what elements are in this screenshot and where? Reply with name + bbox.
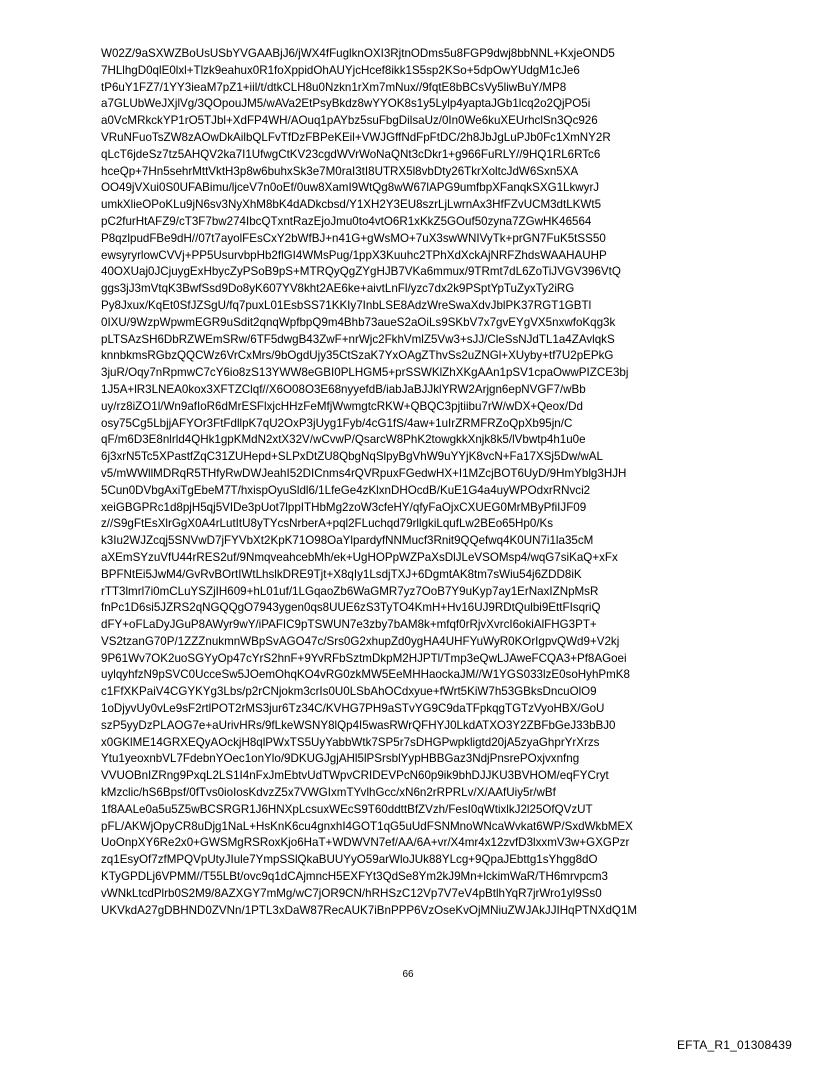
text-line: qF/m6D3E8nlrld4QHk1gpKMdN2xtX32V/wCvwP/QsarcW8PhK2towgkkXnjk8k5/lVbwtp4h1u0e — [101, 433, 586, 447]
text-line: osy75Cg5LbjjAFYOr3FtFdllpK7qU2OxP3jUyg1Fyb/4cG1fS/4aw+1uIrZRMFRZoQpXb95jn/C — [101, 416, 573, 430]
text-line: hceQp+7Hn5sehrMttVktH3p8w6buhxSk3e7M0raI3tI8UTRX5l8vbDty26TkrXoltcJdW6Sxn5XA — [101, 164, 579, 178]
text-line: aXEmSYzuVfU44rRES2uf/9NmqveahcebMh/ek+UgHOPpWZPaXsDlJLeVSOMsp4/wqG7siKaQ+xFx — [101, 550, 618, 564]
text-line: tP6uY1FZ7/1YY3ieaM7pZ1+iil/t/dtkCLH8u0Nzkn1rXm7mNux//9fqtE8bBCsVy5liwBuY/MP8 — [101, 80, 567, 94]
text-line: uylqyhfzN9pSVC0UcceSw5JOemOhqKO4vRG0zkMW5EeMHHaockaJM//W1YGS033lzE0soHyhPmK8 — [101, 668, 630, 682]
text-line: x0GKlME14GRXEQyAOckjH8qlPWxTS5UyYabbWtk7SP5r7sDHGPwpkligtd20jA5zyaGhprYrXrzs — [101, 735, 600, 749]
text-line: 3juR/Oqy7nRpmwC7cY6io8zS13YWW8eGBI0PLHGM5+prSSWKlZhXKgAAn1pSV1cpaOwwPIZCE3bj — [101, 366, 629, 380]
text-line: OO49jVXui0S0UFABimu/ljceV7n0oEf/0uw8XamI9WtQg8wW67lAPG9umfbpXFanqkSXG1LkwyrJ — [101, 181, 600, 195]
text-line: 6j3xrN5Tc5XPastfZqC31ZUHepd+SLPxDtZU8QbgNqSlpyBgVhW9uYYjK8vcN+Fa17XSj5Dw/wAL — [101, 450, 603, 464]
text-line: knnbkmsRGbzQQCWz6VrCxMrs/9bOgdUjy35CtSzaK7YxOAgZThvSs2uZNGl+XUyby+tf7U2pEPkG — [101, 349, 614, 363]
text-line: UoOnpXY6Re2x0+GWSMgRSRoxKjo6HaT+WDWVN7ef/AA/6A+vr/X4mr4x12zvfD3lxxmV3w+GXGPzr — [101, 836, 630, 850]
text-line: uy/rz8iZO1l/Wn9afIoR6dMrESFlxjcHHzFeMfjWwmgtcRKW+QBQC3pjtiibu7rW/wDX+Qeox/Dd — [101, 399, 583, 413]
text-line: Py8Jxux/KqEt0SfJZSgU/fq7puxL01EsbSS71KKIy7InbLSE8AdzWreSwaXdvJblPK37RGT1GBTl — [101, 298, 592, 312]
text-line: a0VcMRkckYP1rO5TJbl+XdFP4WH/AOuq1pAYbz5suFbgDilsaUz/0In0We6kuXEUrhclSn3Qc926 — [101, 114, 598, 128]
page-number: 66 — [402, 969, 414, 980]
text-line: VRuNFuoTsZW8zAOwDkAilbQLFvTfDzFBPeKEil+VWJGffNdFpFtDC/2h8JbJgLuPJb0Fc1XmNY2R — [101, 130, 611, 144]
text-line: BPFNtEi5JwM4/GvRvBOrtIWtLhslkDRE9Tjt+X8qIy1LsdjTXJ+6DgmtAK8tm7sWiu54j6ZDD8iK — [101, 567, 582, 581]
text-line: 0IXU/9WzpWpwmEGR9uSdit2qnqWpfbpQ9m4Bhb73aueS2aOiLs9SKbV7x7gvEYgVX5nxwfoKqg3k — [101, 315, 616, 329]
text-line: 9P61Wv7OK2uoSGYyOp47cYrS2hnF+9YvRFbSztmDkpM2HJPTl/Tmp3eQwLJAweFCQA3+Pf8AGoei — [101, 651, 627, 665]
text-line: W02Z/9aSXWZBoUsUSbYVGAABjJ6/jWX4fFuglknOXI3RjtnODms5u8FGP9dwj8bbNNL+KxjeOND5 — [101, 47, 615, 60]
text-line: 7HLlhgD0qlE0lxl+Tlzk9eahux0R1foXppidOhAUYjcHcef8ikk1S5sp2KSo+5dpOwYUdgM1cJe6 — [101, 63, 580, 77]
text-line: szP5yyDzPLAOG7e+aUrivHRs/9fLkeWSNY8lQp4I5wasRWrQFHYJ0LkdATXO3Y2ZBFbGeJ33bBJ0 — [101, 718, 616, 732]
text-line: 1J5A+lR3LNEA0kox3XFTZClqf//X6O08O3E68nyyefdB/iabJaBJJklYRW2Arjgn6epNVGF7/wBb — [101, 382, 586, 396]
text-line: qLcT6jdeSz7tz5AHQV2ka7I1UfwgCtKV23cgdWVrWoNaQNt3cDkr1+g966FuRLY//9HQ1RL6RTc6 — [101, 147, 601, 161]
text-line: 1f8AALe0a5u5Z5wBCSRGR1J6HNXpLcsuxWEcS9T60ddttBfZVzh/FesI0qWtixlkJ2l25OfQVzUT — [101, 802, 593, 816]
text-line: zq1EsyOf7zfMPQVpUtyJIule7YmpSSlQkaBUUYyO59arWloJUk88YLcg+9QpaJEbttg1sYhgg8dO — [101, 853, 598, 867]
text-line: VVUOBnIZRng9PxqL2LS1I4nFxJmEbtvUdTWpvCRIDEVPcN60p9ik9bhDJJKU3BVHOM/eqFYCryt — [101, 769, 609, 783]
text-line: z//S9gFtEsXlrGgX0A4rLutItU8yTYcsNrberA+pql2FLuchqd79rllgkiLqufLw2BEo65Hp0/Ks — [101, 517, 554, 531]
text-line: KTyGPDLj6VPMM//T55LBt/ovc9q1dCAjmncH5EXFYt3QdSe8Ym2kJ9Mn+lckimWaR/TH6mrvpcm3 — [101, 870, 608, 884]
text-line: v5/mWWllMDRqR5THfyRwDWJeahI52DICnms4rQVRpuxFGedwHX+I1MZcjBOT6UyD/9HmYblg3HJH — [101, 466, 627, 480]
text-line: xeiGBGPRc1d8pjH5qj5VIDe3pUot7lppITHbMg2zoW3cfeHY/qfyFaOjxCXUEG0MrMByPfiIJF09 — [101, 500, 587, 514]
encoded-text-block — [101, 46, 741, 919]
text-line: kMzclic/hS6Bpsf/0fTvs0ioIosKdvzZ5x7VWGIxmTYvlhGcc/xN6n2rRPRLv/X/AAfUiy5r/wBf — [101, 786, 556, 800]
text-line: 1oDjyvUy0vLe9sF2rtlPOT2rMS3jur6Tz34C/KVHG7PH9aSTvYG9C9daTFpkqgTGTzVyoHBX/GoU — [101, 702, 605, 716]
text-line: 5Cun0DVbgAxiTgEbeM7T/hxispOyuSldl6/1LfeGe4zKlxnDHOcdB/KuE1G4a4uyWPOdxrRNvci2 — [101, 483, 591, 497]
text-line: pFL/AKWjOpyCR8uDjg1NaL+HsKnK6cu4gnxhI4GOT1qG5uUdFSNMnoWNcaWvkat6WP/SxdWkbMEX — [101, 819, 633, 833]
text-line: dFY+oFLaDyJGuP8AWyr9wY/iPAFIC9pTSWUN7e3zby7bAM8k+mfqf0rRjvXvrcI6okiAlFHG3PT+ — [101, 618, 597, 632]
text-line: ggs3jJ3mVtqK3BwfSsd9Do8yK607YV8kht2AE6ke+aivtLnFl/yzc7dx2k9PSptYpTuZyxTy2iRG — [101, 282, 575, 296]
text-line: c1FfXKPaiV4CGYKYg3Lbs/p2rCNjokm3crIs0U0LSbAhOCdxyue+fWrt5KiW7h53GBksDncuOlO9 — [101, 685, 597, 699]
text-line: pC2furHtAFZ9/cT3F7bw274IbcQTxntRazEjoJmu0to4vtO6R1xKkZ5GOuf50zyna7ZGwHK46564 — [101, 214, 592, 228]
text-line: umkXlieOPoKLu9jN6sv3NyXhM8bK4dADkcbsd/Y1XH2Y3EU8szrLjLwrnAx3HfFZvUCM3dtLKWt5 — [101, 198, 602, 212]
text-line: UKVkdA27gDBHND0ZVNn/1PTL3xDaW87RecAUK7iBnPPP6VzOseKvOjMNiuZWJAkJJIHqPTNXdQ1M — [101, 903, 638, 917]
text-line: Ytu1yeoxnbVL7FdebnYOec1onYlo/9DKUGJgjAHl5lPSrsblYypHBBGaz3NdjPnsrePOxjvxnfng — [101, 752, 580, 766]
text-line: 40OXUaj0JCjuygExHbycZyPSoB9pS+MTRQyQgZYgHJB7VKa6mmux/9TRmt7dL6ZoTiJVGV396VtQ — [101, 265, 621, 279]
text-line: ewsyryrlowCVVj+PP5UsurvbpHb2flGI4WMsPug/1ppX3Kuuhc2TPhXdXckAjNRFZhdsWAAHAUHP — [101, 248, 607, 262]
text-line: vWNkLtcdPlrb0S2M9/8AZXGY7mMg/wC7jOR9CN/hRHSzC12Vp7V7eV4pBtlhYqR7jrWro1yl9Ss0 — [101, 886, 602, 900]
text-line: pLTSAzSH6DbRZWEmSRw/6TF5dwgB43ZwF+nrWjc2FkhVmlZ5Vw3+sJJ/CleSsNJdTL1a4ZAvlqkS — [101, 332, 615, 346]
text-line: fnPc1D6si5JZRS2qNGQQgO7943ygen0qs8UUE6zS3TyTO4KmH+Hv16UJ9RDtQulbi9EttFIsqriQ — [101, 601, 601, 615]
text-line: rTT3lmrl7i0mCLuYSZjIH609+hL01uf/1LGqaoZb6WaGMR7yz7OoB7Y9uKyp7ay1ErNaxIZNpMsR — [101, 584, 599, 598]
text-line: a7GLUbWeJXjlVg/3QOpouJM5/wAVa2EtPsyBkdz8wYYOK8s1y5Lylp4yaptaJGb1lcq2o2QjPO5i — [101, 97, 591, 111]
text-line: VS2tzanG70P/1ZZZnukmnWBpSvAGO47c/Srs0G2xhupZd0ygHA4UHFYuWyR0KOrIgpvQWd9+V2kj — [101, 634, 620, 648]
text-line: P8qzlpudFBe9dH//07t7ayolFEsCxY2bWfBJ+n41G+gWsMO+7uX3swWNIVyTk+prGN7FuK5tSS50 — [101, 231, 606, 245]
text-line: k3Iu2WJZcqj5SNVwD7jFYVbXt2KpK71O98OaYlpardyfNNMucf3Rnit9QQefwq4K0UN7i1la35cM — [101, 534, 594, 548]
document-id-footer: EFTA_R1_01308439 — [676, 1038, 792, 1052]
